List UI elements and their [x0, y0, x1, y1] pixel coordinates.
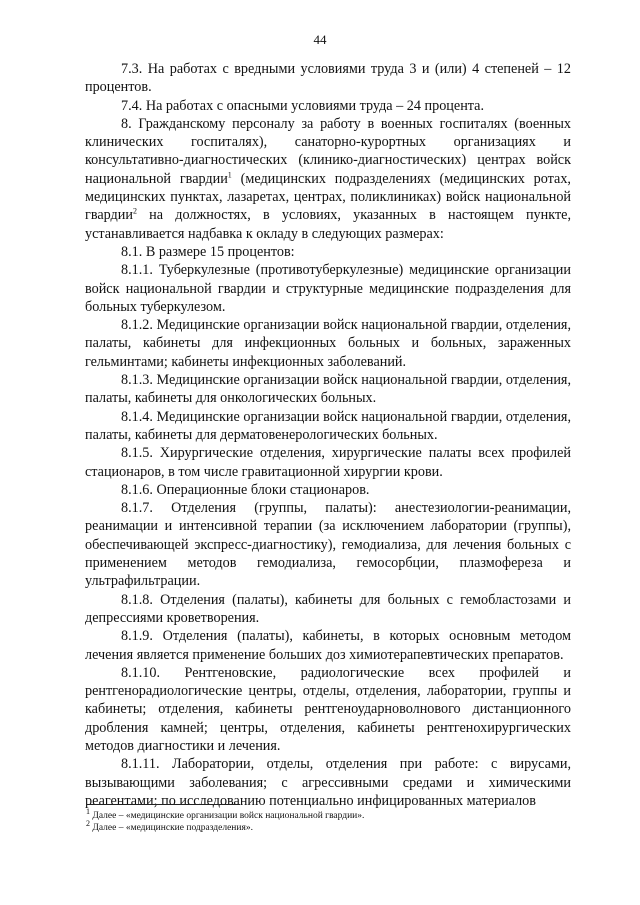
paragraph-8-part1: 8. Гражданскому персоналу за работу в военных госпиталях (военных клинических госпиталях), санаторно-курортных организациях и консультативно-диагностических (клинико-диагностических) центрах войск национальной гвардии [85, 115, 571, 187]
footnotes [86, 806, 566, 834]
paragraph-8-part3: на должностях, в условиях, указанных в настоящем пункте, устанавливается надбавка к окладу в следующих размерах: [85, 207, 571, 242]
paragraph-8-1-7: 8.1.7. Отделения (группы, палаты): анестезиологии-реанимации, реанимации и интенсивной терапии (за исключением лаборатории (группы), обеспечивающей экспресс-диагностику), гемодиализа, для лечения больных с применением методов гемодиализа, гемосорбции, плазмофереза и ультрафильтрации. [85, 500, 571, 590]
paragraph-8-1-8: 8.1.8. Отделения (палаты), кабинеты для больных с гемобластозами и депрессиями кроветворения. [85, 591, 571, 626]
paragraph-8-1-9: 8.1.9. Отделения (палаты), кабинеты, в которых основным методом лечения является применение больших доз химиотерапевтических препаратов. [85, 628, 571, 663]
footnote-text-1: Далее – «медицинские организации войск национальной гвардии». [90, 811, 365, 821]
paragraph-8-1: 8.1. В размере 15 процентов: [121, 243, 295, 260]
paragraph-7-4: 7.4. На работах с опасными условиями труда – 24 процента. [121, 97, 485, 114]
footnote-mark-1: 1 [86, 806, 90, 816]
body-text [85, 60, 571, 810]
paragraph-8-1-6: 8.1.6. Операционные блоки стационаров. [121, 481, 370, 498]
footnote-text-2: Далее – «медицинские подразделения». [90, 823, 253, 833]
paragraph-8-part2: (медицинских подразделениях (медицинских ротах, медицинских пунктах, лазаретах, центрах, поликлиниках) войск национальной гвардии [85, 170, 571, 224]
footnote-ref-2: 2 [132, 206, 137, 216]
paragraph-8-1-2: 8.1.2. Медицинские организации войск национальной гвардии, отделения, палаты, кабинеты для инфекционных больных и больных, зараженных гельминтами; кабинеты инфекционных заболеваний. [85, 317, 571, 370]
footnote-2 [86, 818, 566, 834]
footnote-ref-1: 1 [227, 170, 232, 180]
paragraph-8-1-11: 8.1.11. Лаборатории, отделы, отделения при работе: с вирусами, вызывающими заболевания; с агрессивными средами и химическими реагентами; по исследованию потенциально инфицированных материалов [85, 756, 571, 809]
paragraph-7-3: 7.3. На работах с вредными условиями труда 3 и (или) 4 степеней – 12 процентов. [85, 61, 571, 96]
paragraph-8-1-5: 8.1.5. Хирургические отделения, хирургические палаты всех профилей стационаров, в том числе гравитационной хирургии крови. [85, 445, 571, 480]
paragraph-8-1-4: 8.1.4. Медицинские организации войск национальной гвардии, отделения, палаты, кабинеты для дерматовенерологических больных. [85, 408, 571, 443]
footnote-mark-2: 2 [86, 818, 90, 828]
footnote-divider [86, 804, 240, 805]
paragraph-8-1-3: 8.1.3. Медицинские организации войск национальной гвардии, отделения, палаты, кабинеты для онкологических больных. [85, 372, 571, 407]
footnote-1 [86, 806, 566, 822]
paragraph-8-1-10: 8.1.10. Рентгеновские, радиологические всех профилей и рентгенорадиологические центры, отделы, отделения, лаборатории, группы и кабинеты; отделения, кабинеты рентгеноударноволнового дистанционного дробления камней; центры, отделения, кабинеты рентгенохирургических методов диагностики и лечения. [85, 664, 571, 754]
page-number: 44 [313, 32, 327, 47]
paragraph-8 [85, 115, 571, 243]
paragraph-8-1-1: 8.1.1. Туберкулезные (противотуберкулезные) медицинские организации войск национальной гвардии и структурные медицинские подразделения для больных туберкулезом. [85, 262, 571, 315]
